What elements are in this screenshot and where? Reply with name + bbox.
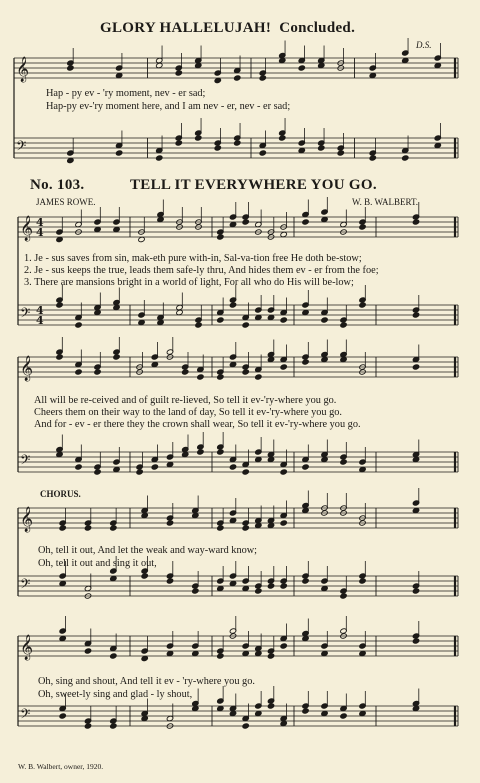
system-verse-a-treble-note — [302, 219, 309, 225]
chorus-line-2: Oh, tell it out and sing it out, — [38, 558, 157, 569]
top-hymn-concluded: Concluded. — [279, 20, 356, 36]
hymn-number: No. 103. — [30, 177, 85, 193]
system-verse-b-bass-note — [197, 449, 204, 455]
system-top-bass-clef: 𝄢 — [16, 138, 27, 157]
system-chorus-b-treble-note — [217, 653, 224, 659]
chorus-line-3: Oh, sing and shout, And tell it ev - 'ry-where you go. — [38, 676, 255, 687]
system-verse-b-treble-note — [412, 364, 419, 370]
verse-3-line-a: 3. There are mansions bright in a world of light, For all who do His will be-low; — [24, 277, 354, 288]
system-chorus-b-treble-note — [280, 643, 287, 649]
system-chorus-a-bass-note — [255, 588, 262, 594]
system-verse-a-bass-note — [75, 322, 82, 328]
system-verse-b-bass-note — [136, 469, 143, 475]
ts-treble-a-bottom: 4 — [36, 226, 44, 239]
system-chorus-a-bass-note — [280, 583, 287, 589]
system-top-bass-note — [337, 150, 344, 156]
system-verse-a-bass-note — [56, 302, 63, 308]
system-chorus-b-treble-note — [110, 653, 117, 659]
system-chorus-a-treble-clef: 𝄞 — [20, 507, 34, 532]
system-chorus-a-bass-note — [340, 593, 347, 599]
system-verse-b-treble-note — [217, 374, 224, 380]
system-top-bass-note — [175, 140, 182, 146]
system-verse-a-treble-clef: 𝄞 — [20, 216, 34, 241]
system-verse-a-bass-note — [359, 302, 366, 308]
verse-2-line-b: Cheers them on their way to the land of day, So tell it ev-'ry-where you go. — [34, 407, 343, 418]
system-chorus-a-treble-note — [280, 520, 287, 526]
system-chorus-a-bass-note — [302, 578, 309, 584]
top-lyric-line-1: Hap - py ev - 'ry moment, nev - er sad; — [46, 88, 206, 99]
system-chorus-a-treble-note — [110, 525, 117, 531]
system-verse-b-bass-note — [229, 464, 236, 470]
system-chorus-a-bass-note — [166, 578, 173, 584]
system-chorus-b-bass-note — [242, 723, 249, 729]
system-verse-a-treble-note — [412, 219, 419, 225]
system-verse-b-treble-note — [182, 369, 189, 375]
system-verse-b-treble-clef: 𝄞 — [20, 356, 34, 381]
system-chorus-a-bass-note — [141, 573, 148, 579]
ts-bass-a-bottom: 4 — [36, 314, 44, 327]
hymn-title: TELL IT EVERYWHERE YOU GO. — [130, 177, 377, 193]
system-chorus-b-treble-note — [412, 638, 419, 644]
system-verse-a-bass-note — [412, 312, 419, 318]
system-verse-b-treble-note — [255, 374, 262, 380]
verse-1-line-a: 1. Je - sus saves from sin, mak-eth pure with-in, Sal-va-tion free He doth be-stow; — [24, 253, 362, 264]
system-chorus-a-treble-note — [84, 525, 91, 531]
system-verse-b-treble-note — [94, 369, 101, 375]
system-chorus-b-treble-clef: 𝄞 — [20, 635, 34, 660]
system-verse-b-treble-note — [75, 369, 82, 375]
verse-1-line-b: All will be re-ceived and of guilt re-lieved, So tell it ev-'ry-where you go. — [34, 395, 337, 406]
system-verse-b-bass-note — [242, 469, 249, 475]
system-top-treble-clef: 𝄞 — [16, 57, 30, 82]
system-verse-a-bass-note — [242, 322, 249, 328]
system-verse-a-treble-note — [217, 234, 224, 240]
system-verse-a-treble-note — [359, 224, 366, 230]
system-top-bass-note — [234, 140, 241, 146]
ts-treble-a-top: 4 — [36, 216, 44, 229]
system-chorus-b-bass-note — [340, 713, 347, 719]
system-chorus-b-bass-note — [59, 713, 66, 719]
system-verse-b-treble-note — [56, 354, 63, 360]
system-verse-b-bass-note — [302, 464, 309, 470]
system-verse-a-bass-note — [229, 302, 236, 308]
system-verse-b-treble-note — [302, 359, 309, 365]
system-verse-b-bass-clef: 𝄢 — [20, 452, 31, 471]
ds-mark: D.S. — [416, 40, 432, 50]
system-verse-a-bass-clef: 𝄢 — [20, 305, 31, 324]
system-top-bass-note — [318, 145, 325, 151]
system-top-bass-note — [279, 135, 286, 141]
system-top-bass-note — [115, 150, 122, 156]
system-top-bass-note — [402, 155, 409, 161]
system-chorus-b-bass-note — [302, 708, 309, 714]
system-verse-b-bass-note — [217, 449, 224, 455]
system-verse-b-bass-note — [75, 464, 82, 470]
system-verse-b-bass-note — [340, 459, 347, 465]
system-chorus-b-bass-note — [84, 723, 91, 729]
system-chorus-a-treble-note — [59, 525, 66, 531]
composer: W. B. WALBERT. — [352, 197, 419, 207]
system-top-treble-note — [234, 75, 241, 81]
verse-3-line-b: And for - ev - er there they the crown shall wear, So tell it ev-'ry-where you go. — [34, 419, 361, 430]
system-chorus-b-bass-note — [110, 723, 117, 729]
system-top-treble-note — [259, 75, 266, 81]
system-chorus-b-bass-clef: 𝄢 — [20, 706, 31, 725]
system-verse-b-bass-note — [94, 469, 101, 475]
system-top-bass-note — [369, 155, 376, 161]
system-chorus-b-treble-note — [84, 648, 91, 654]
system-verse-b-bass-note — [151, 464, 158, 470]
system-verse-b-treble-note — [197, 374, 204, 380]
system-chorus-a-bass-clef: 𝄢 — [20, 576, 31, 595]
system-verse-b-treble-note — [113, 354, 120, 360]
system-verse-a-bass-note — [321, 317, 328, 323]
copyright-notice: W. B. Walbert, owner, 1920. — [18, 762, 104, 771]
system-top-treble-note — [67, 65, 74, 71]
top-hymn-title: GLORY HALLELUJAH! — [100, 20, 272, 36]
verse-2-line-a: 2. Je - sus keeps the true, leads them safe-ly thru, And hides them ev - er from the foe; — [24, 265, 379, 276]
system-chorus-a-treble-note — [242, 525, 249, 531]
system-verse-a-treble-note — [242, 219, 249, 225]
system-top-bass-note — [195, 135, 202, 141]
top-lyric-line-2: Hap-py ev-'ry moment here, and I am nev - er, nev - er sad; — [46, 101, 291, 112]
system-chorus-a-bass-note — [359, 578, 366, 584]
system-chorus-b-bass-note — [267, 703, 274, 709]
lyricist: JAMES ROWE. — [36, 197, 96, 207]
system-verse-b-bass-note — [280, 469, 287, 475]
system-chorus-a-treble-note — [166, 520, 173, 526]
system-verse-a-bass-note — [195, 322, 202, 328]
system-chorus-a-bass-note — [412, 588, 419, 594]
system-top-treble-note — [175, 70, 182, 76]
system-verse-b-treble-note — [280, 364, 287, 370]
system-top-bass-note — [259, 150, 266, 156]
ts-bass-a-top: 4 — [36, 304, 44, 317]
chorus-line-1: Oh, tell it out, And let the weak and way-ward know; — [38, 545, 258, 556]
system-chorus-a-bass-note — [267, 583, 274, 589]
system-chorus-a-treble-note — [217, 525, 224, 531]
system-top-bass-note — [214, 145, 221, 151]
system-chorus-a-bass-note — [192, 588, 199, 594]
chorus-line-4: Oh, sweet-ly sing and glad - ly shout, — [38, 689, 193, 700]
system-verse-a-bass-note — [217, 317, 224, 323]
chorus-label: CHORUS. — [40, 489, 81, 499]
system-verse-a-bass-note — [280, 317, 287, 323]
system-top-treble-note — [298, 65, 305, 71]
system-verse-b-treble-note — [242, 369, 249, 375]
system-top-bass-note — [156, 155, 163, 161]
system-chorus-b-treble-note — [267, 653, 274, 659]
system-verse-a-bass-note — [340, 322, 347, 328]
